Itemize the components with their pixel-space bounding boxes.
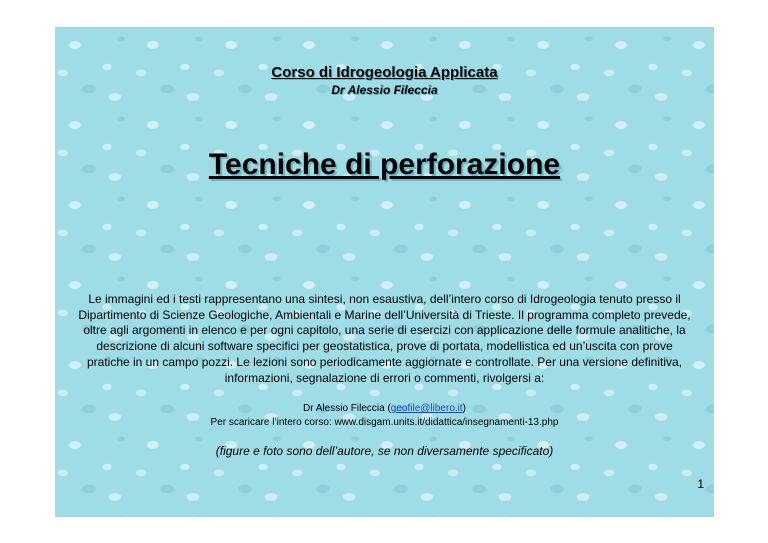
contact-line: [55, 403, 714, 414]
figures-note: (figure e foto sono dell’autore, se non diversamente specificato): [215, 444, 554, 458]
course-title: Corso di Idrogeologia Applicata: [271, 64, 498, 81]
contact-name-prefix: Dr Alessio Fileccia (: [302, 403, 391, 414]
description-text: Le immagini ed i testi rappresentano una sintesi, non esaustiva, dell’intero corso di Idrogeologia tenuto presso il Dipartimento di Scienze Geologiche, Ambientali e Marine dell’Università di Trieste. Il programma completo prevede, oltre agli argomenti in elenco e per ogni capitolo, una serie di esercizi con applicazione delle formule analitiche, la descrizione di alcuni software specifici per geostatistica, prove di portata, modellistica ed un’uscita con prove pratiche in un campo pozzi. Le lezioni sono periodicamente aggiornate e controllate. Per una versione definitiva, informazioni, segnalazione di errori o commenti, rivolgersi a:: [78, 292, 691, 385]
contact-name-suffix: ): [462, 403, 466, 414]
page-number: 1: [697, 477, 704, 491]
slide: [55, 27, 714, 517]
slide-title: Tecniche di perforazione: [208, 148, 561, 181]
download-line: Per scaricare l’intero corso: www.disgam.units.it/didattica/insegnamenti-13.php: [210, 417, 559, 428]
author-name: Dr Alessio Fileccia: [331, 83, 438, 97]
email-link[interactable]: geofile@libero.it: [390, 403, 463, 414]
